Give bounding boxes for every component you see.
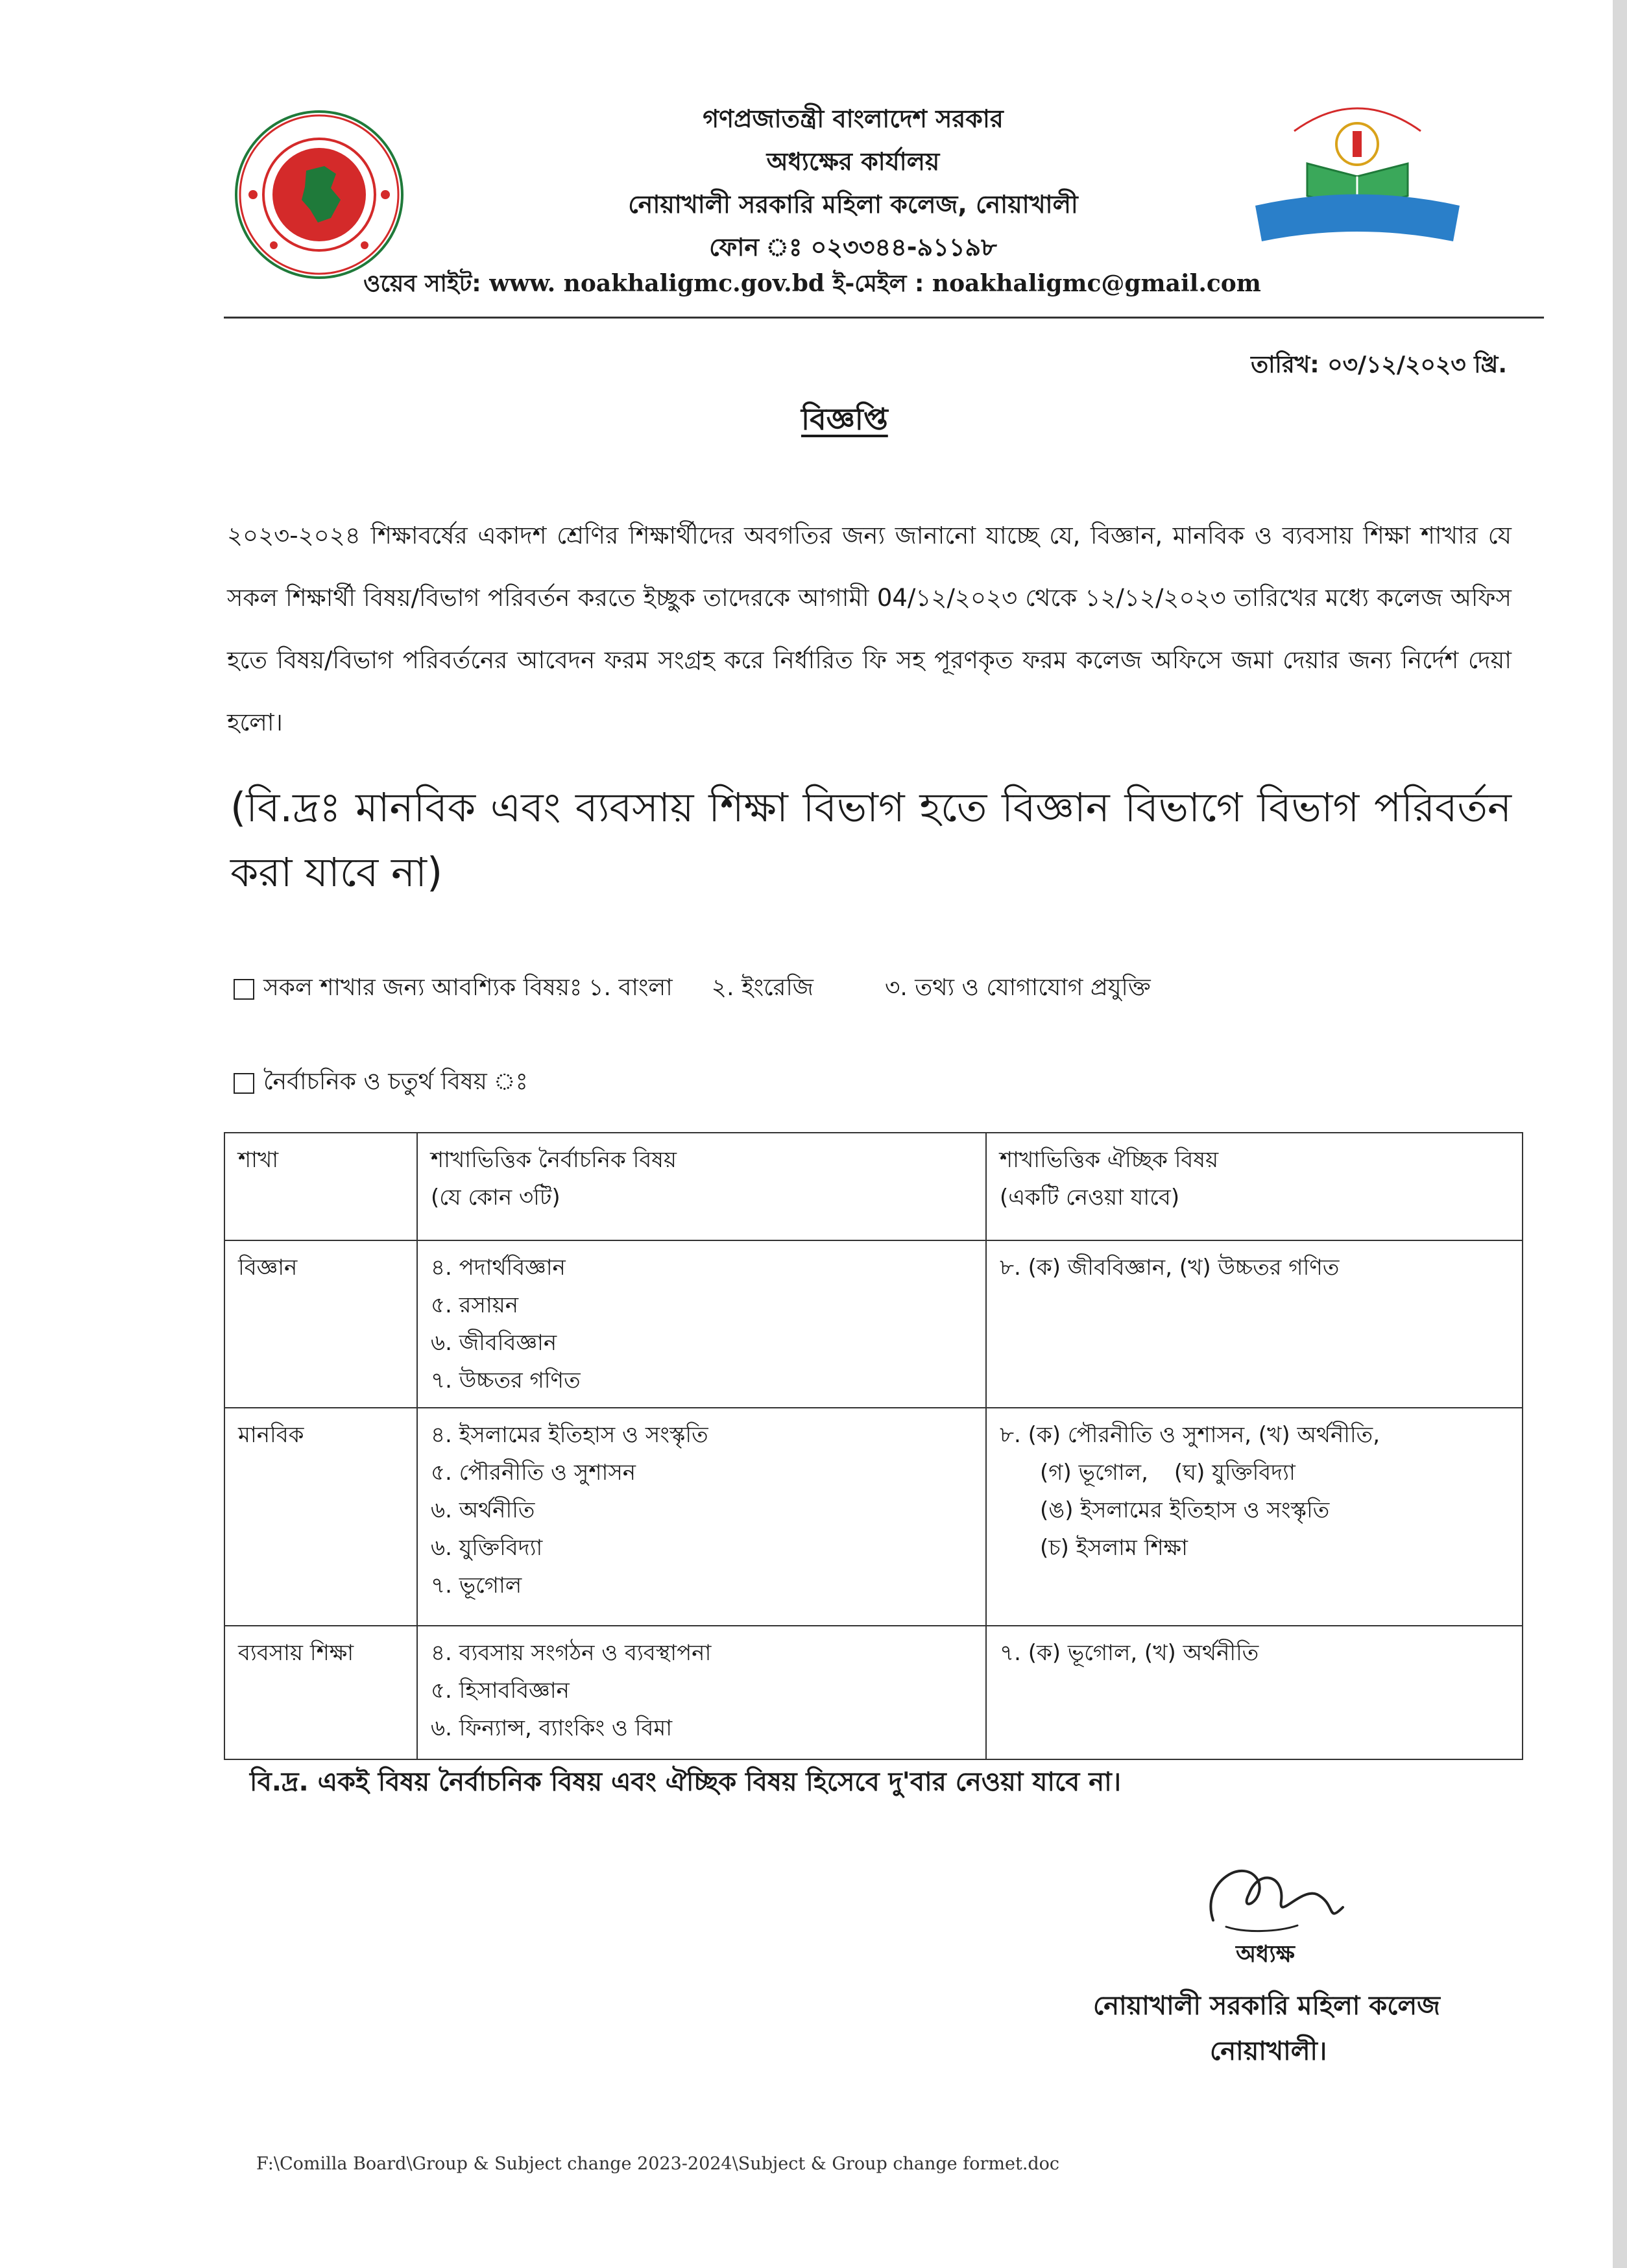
header-elective: [417, 1133, 986, 1240]
branch-name: ব্যবসায় শিক্ষা: [238, 1640, 354, 1666]
subject-item: ৬. জীববিজ্ঞান: [431, 1330, 557, 1356]
elective-cell: [417, 1626, 986, 1759]
website-link[interactable]: www. noakhaligmc.gov.bd: [489, 270, 825, 297]
branch-cell: [224, 1240, 417, 1408]
subject-item: ৬. যুক্তিবিদ্যা: [431, 1535, 543, 1561]
subject-item: ৭. (ক) ভূগোল, (খ) অর্থনীতি: [1000, 1640, 1259, 1666]
office-name: অধ্যক্ষের কার্যালয়: [766, 147, 940, 176]
file-path: F:\Comilla Board\Group & Subject change 2023-2024\Subject & Group change formet.doc: [256, 2154, 1060, 2174]
notice-title: বিজ্ঞপ্তি: [801, 402, 888, 437]
elective-label: নৈর্বাচনিক ও চতুর্থ বিষয় ঃ: [263, 1068, 528, 1095]
subject-item: ৭. ভূগোল: [431, 1573, 522, 1598]
elective-cell: [417, 1240, 986, 1408]
header-divider: [224, 317, 1544, 319]
branch-name: মানবিক: [238, 1422, 304, 1448]
subject-item: (ঙ) ইসলামের ইতিহাস ও সংস্কৃতি: [1040, 1497, 1330, 1523]
subject-item: ৪. ব্যবসায় সংগঠন ও ব্যবস্থাপনা: [431, 1640, 712, 1666]
subject-item: ৮. (ক) পৌরনীতি ও সুশাসন, (খ) অর্থনীতি,: [1000, 1422, 1380, 1448]
notice-body: ২০২৩-২০২৪ শিক্ষাবর্ষের একাদশ শ্রেণির শিক্ষার্থীদের অবগতির জন্য জানানো যাচ্ছে যে, বিজ্ঞান, মানবিক ও ব্যবসায় শিক্ষা শাখার যে সকল শিক্ষার্থী বিষয়/বিভাগ পরিবর্তন করতে ইচ্ছুক তাদেরকে আগামী 04/১২/২০২৩ থেকে ১২/১২/২০২৩ তারিখের মধ্যে কলেজ অফিস হতে বিষয়/বিভাগ পরিবর্তনের আবেদন ফরম সংগ্রহ করে নির্ধারিত ফি সহ পূরণকৃত ফরম কলেজ অফিসে জমা দেয়ার জন্য নির্দেশ দেয়া হলো।: [227, 522, 1512, 736]
subject-item: ৪. ইসলামের ইতিহাস ও সংস্কৃতি: [431, 1422, 708, 1448]
subject-item: ৫. হিসাববিজ্ঞান: [431, 1678, 570, 1704]
subject-item-gh: (ঘ) যুক্তিবিদ্যা: [1174, 1460, 1296, 1486]
branch-cell: [224, 1408, 417, 1626]
header-optional: [986, 1133, 1523, 1240]
subject-item: ৪. পদার্থবিজ্ঞান: [431, 1255, 566, 1281]
optional-cell: [986, 1626, 1523, 1759]
contact-line: [363, 266, 1401, 305]
email-label: ই-মেইল :: [832, 271, 924, 297]
table-row-science: [224, 1240, 1523, 1408]
government-logo: [234, 109, 405, 281]
compulsory-subjects-row: [234, 970, 1151, 1009]
website-label: ওয়েব সাইট:: [363, 271, 481, 297]
signatory-title: অধ্যক্ষ: [1236, 1941, 1295, 1968]
important-note: (বি.দ্রঃ মানবিক এবং ব্যবসায় শিক্ষা বিভাগ হতে বিজ্ঞান বিভাগে বিভাগ পরিবর্তন করা যাবে না): [230, 784, 1512, 896]
optional-cell: [986, 1408, 1523, 1626]
header-branch: [224, 1133, 417, 1240]
college-logo: [1249, 92, 1466, 251]
subject-item: [1000, 1454, 1509, 1491]
subject-item: ৮. (ক) জীববিজ্ঞান, (খ) উচ্চতর গণিত: [1000, 1255, 1340, 1281]
subject-item: ৫. রসায়ন: [431, 1292, 519, 1318]
branch-cell: [224, 1626, 417, 1759]
subject-item-g: (গ) ভূগোল,: [1040, 1460, 1148, 1486]
table-header-row: [224, 1133, 1523, 1240]
header-block: [519, 97, 1187, 269]
header-elective-label: শাখাভিত্তিক নৈর্বাচনিক বিষয়: [431, 1147, 677, 1173]
elective-cell: [417, 1408, 986, 1626]
signatory-place: নোয়াখালী।: [1210, 2036, 1327, 2066]
subject-item: ৬. অর্থনীতি: [431, 1497, 535, 1523]
signatory-college: নোয়াখালী সরকারি মহিলা কলেজ: [1093, 1991, 1440, 2021]
phone-number: ফোন ঃ ০২৩৩৪৪-৯১১৯৮: [709, 233, 997, 261]
compulsory-label: সকল শাখার জন্য আবশ্যিক বিষয়ঃ: [263, 974, 583, 1001]
subject-item: ৬. ফিন্যান্স, ব্যাংকিং ও বিমা: [431, 1715, 673, 1741]
header-optional-label: শাখাভিত্তিক ঐচ্ছিক বিষয়: [1000, 1147, 1219, 1173]
notice-date: তারিখ: ০৩/১২/২০২৩ খ্রি.: [1251, 352, 1507, 378]
subject-item: ৫. পৌরনীতি ও সুশাসন: [431, 1460, 636, 1486]
govt-name: গণপ্রজাতন্ত্রী বাংলাদেশ সরকার: [703, 104, 1004, 133]
subject-item: ৭. উচ্চতর গণিত: [431, 1368, 581, 1393]
compulsory-subject-2: ২. ইংরেজি: [711, 974, 814, 1001]
checkbox-icon: [234, 1073, 254, 1094]
scan-edge: [1613, 0, 1627, 2268]
header-optional-sub: (একটি নেওয়া যাবে): [1000, 1185, 1180, 1211]
branch-name: বিজ্ঞান: [238, 1255, 298, 1281]
table-row-humanities: [224, 1408, 1523, 1626]
table-row-business: [224, 1626, 1523, 1759]
email-link[interactable]: noakhaligmc@gmail.com: [932, 270, 1261, 297]
subjects-table: [224, 1132, 1523, 1760]
header-elective-sub: (যে কোন ৩টি): [431, 1185, 560, 1211]
optional-cell: [986, 1240, 1523, 1408]
header-branch-label: শাখা: [238, 1147, 279, 1173]
compulsory-subject-3: ৩. তথ্য ও যোগাযোগ প্রযুক্তি: [884, 974, 1151, 1001]
subject-item: (চ) ইসলাম শিক্ষা: [1040, 1535, 1188, 1561]
checkbox-icon: [234, 979, 254, 1000]
compulsory-subject-1: ১. বাংলা: [588, 974, 673, 1001]
elective-subjects-row: [234, 1064, 528, 1103]
footnote: বি.দ্র. একই বিষয় নৈর্বাচনিক বিষয় এবং ঐচ্ছিক বিষয় হিসেবে দু'বার নেওয়া যাবে না।: [250, 1767, 1122, 1797]
college-name: নোয়াখালী সরকারি মহিলা কলেজ, নোয়াখালী: [628, 190, 1078, 219]
